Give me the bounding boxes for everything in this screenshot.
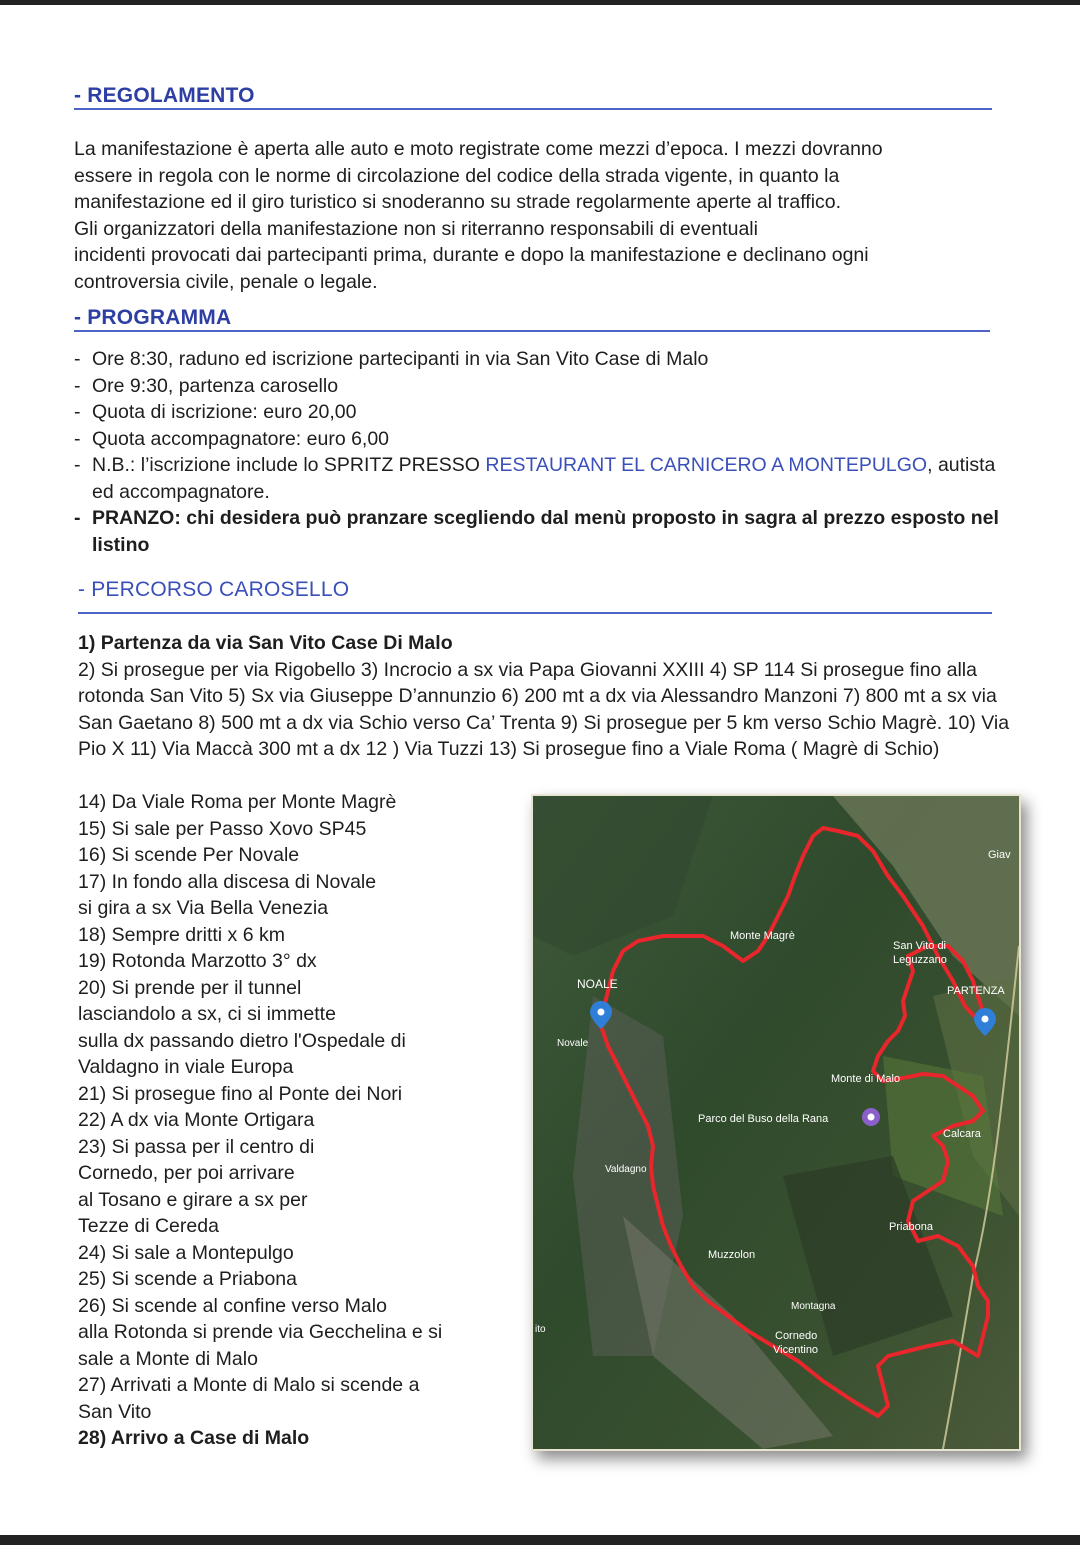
- route-step: sulla dx passando dietro l'Ospedale di: [78, 1029, 406, 1052]
- map-label-muzzolon: Muzzolon: [708, 1249, 756, 1261]
- programma-list: [74, 346, 1004, 558]
- percorso-heading: - PERCORSO CAROSELLO: [78, 578, 350, 601]
- map-label-priabona: Priabona: [889, 1221, 934, 1233]
- route-step: 20) Si prende per il tunnel: [78, 976, 302, 999]
- route-step: lasciandolo a sx, ci si immette: [78, 1003, 336, 1025]
- route-step: sale a Monte di Malo: [78, 1347, 258, 1370]
- percorso-rule: [78, 612, 992, 614]
- map-label-montagna: Montagna: [791, 1301, 836, 1312]
- route-step: 26) Si scende al confine verso Malo: [78, 1294, 387, 1317]
- regolamento-line: Gli organizzatori della manifestazione non si riterranno responsabili di eventuali: [74, 217, 758, 240]
- route-step: 14) Da Viale Roma per Monte Magrè: [78, 791, 397, 813]
- route-step: Valdagno in viale Europa: [78, 1056, 294, 1078]
- satellite-map: [533, 796, 1019, 1449]
- route-steps-left: [78, 789, 518, 1452]
- route-step: 24) Si sale a Montepulgo: [78, 1241, 294, 1264]
- route-step: 15) Si sale per Passo Xovo SP45: [78, 817, 367, 840]
- programma-item: - Quota di iscrizione: euro 20,00: [74, 401, 357, 423]
- programma-nb-item: - N.B.: l’iscrizione include lo SPRITZ PRESSO RESTAURANT EL CARNICERO A MONTEPULGO, autista ed accompagnatore.: [74, 454, 996, 503]
- restaurant-link[interactable]: RESTAURANT EL CARNICERO A MONTEPULGO: [485, 454, 928, 476]
- route-step: Tezze di Cereda: [78, 1215, 219, 1237]
- map-label-san-vito: San Vito di: [893, 940, 947, 952]
- map-label-vicentino: Vicentino: [773, 1344, 819, 1356]
- map-label-novale: Novale: [557, 1038, 589, 1049]
- map-label-monte-magre: Monte Magrè: [730, 930, 795, 942]
- top-border: [0, 0, 1080, 5]
- route-step: si gira a sx Via Bella Venezia: [78, 897, 329, 919]
- map-label-partenza: PARTENZA: [947, 985, 1005, 997]
- map-label-cornedo: Cornedo: [775, 1330, 818, 1342]
- regolamento-line: manifestazione ed il giro turistico si snoderanno su strade regolarmente aperte al traffico.: [74, 191, 842, 213]
- regolamento-line: essere in regola con le norme di circolazione del codice della strada vigente, in quanto la: [74, 164, 840, 187]
- regolamento-line: La manifestazione è aperta alle auto e moto registrate come mezzi d’epoca. I mezzi dovranno: [74, 138, 883, 160]
- route-step-start: 1) Partenza da via San Vito Case Di Malo: [78, 632, 453, 654]
- map-label-parco: Parco del Buso della Rana: [698, 1113, 829, 1125]
- map-label-monte-di-malo: Monte di Malo: [831, 1073, 901, 1085]
- map-label-valdagno: Valdagno: [605, 1164, 647, 1175]
- map-label-ito: ito: [535, 1324, 546, 1335]
- map-label-giav: Giav: [988, 849, 1011, 861]
- regolamento-heading: - REGOLAMENTO: [74, 84, 255, 107]
- programma-item: - Ore 8:30, raduno ed iscrizione partecipanti in via San Vito Case di Malo: [74, 348, 709, 370]
- map-label-calcara: Calcara: [943, 1128, 981, 1140]
- route-steps-paragraph: 2) Si prosegue per via Rigobello 3) Incrocio a sx via Papa Giovanni XXIII 4) SP 114 Si prosegue fino alla rotonda San Vito 5) Sx via Giuseppe D’annunzio 6) 200 mt a dx via Alessandro Manzoni 7) 800 mt a sx via San Gaetano 8) 500 mt a dx via Schio verso Ca’ Trenta 9) Si prosegue per 5 km verso Schio Magrè. 10) Via Pio X 11) Via Maccà 300 mt a dx 12 ) Via Tuzzi 13) Si prosegue fino a Viale Roma ( Magrè di Schio): [78, 658, 1010, 760]
- route-step: 16) Si scende Per Novale: [78, 844, 300, 866]
- route-step: al Tosano e girare a sx per: [78, 1188, 308, 1211]
- route-step: 21) Si prosegue fino al Ponte dei Nori: [78, 1082, 403, 1105]
- programma-heading: - PROGRAMMA: [74, 306, 232, 329]
- regolamento-line: incidenti provocati dai partecipanti prima, durante e dopo la manifestazione e declinano ogni: [74, 244, 869, 266]
- map-label-leguzzano: Leguzzano: [893, 954, 947, 966]
- route-step: Cornedo, per poi arrivare: [78, 1162, 295, 1184]
- programma-rule: [74, 330, 990, 332]
- route-step: 25) Si scende a Priabona: [78, 1268, 297, 1290]
- route-map: [531, 794, 1021, 1451]
- route-step-arrival: 28) Arrivo a Case di Malo: [78, 1427, 310, 1449]
- map-label-noale: NOALE: [577, 977, 618, 991]
- programma-item: - Quota accompagnatore: euro 6,00: [74, 427, 390, 450]
- bottom-border: [0, 1535, 1080, 1545]
- regolamento-line: controversia civile, penale o legale.: [74, 270, 378, 293]
- route-step: 22) A dx via Monte Ortigara: [78, 1109, 315, 1131]
- route-step: 17) In fondo alla discesa di Novale: [78, 870, 377, 893]
- programma-item: - Ore 9:30, partenza carosello: [74, 374, 339, 397]
- route-step: 27) Arrivati a Monte di Malo si scende a: [78, 1374, 420, 1396]
- route-step: San Vito: [78, 1400, 152, 1423]
- park-icon: [862, 1108, 880, 1126]
- route-step: alla Rotonda si prende via Gecchelina e si: [78, 1321, 443, 1343]
- route-step: 23) Si passa per il centro di: [78, 1135, 315, 1158]
- programma-pranzo-item: - PRANZO: chi desidera può pranzare scegliendo dal menù proposto in sagra al prezzo esposto nel listino: [74, 507, 999, 556]
- route-steps-top: [78, 630, 1028, 763]
- regolamento-text: [74, 136, 1014, 295]
- regolamento-rule: [74, 108, 992, 110]
- route-step: 18) Sempre dritti x 6 km: [78, 923, 285, 946]
- route-step: 19) Rotonda Marzotto 3° dx: [78, 950, 317, 972]
